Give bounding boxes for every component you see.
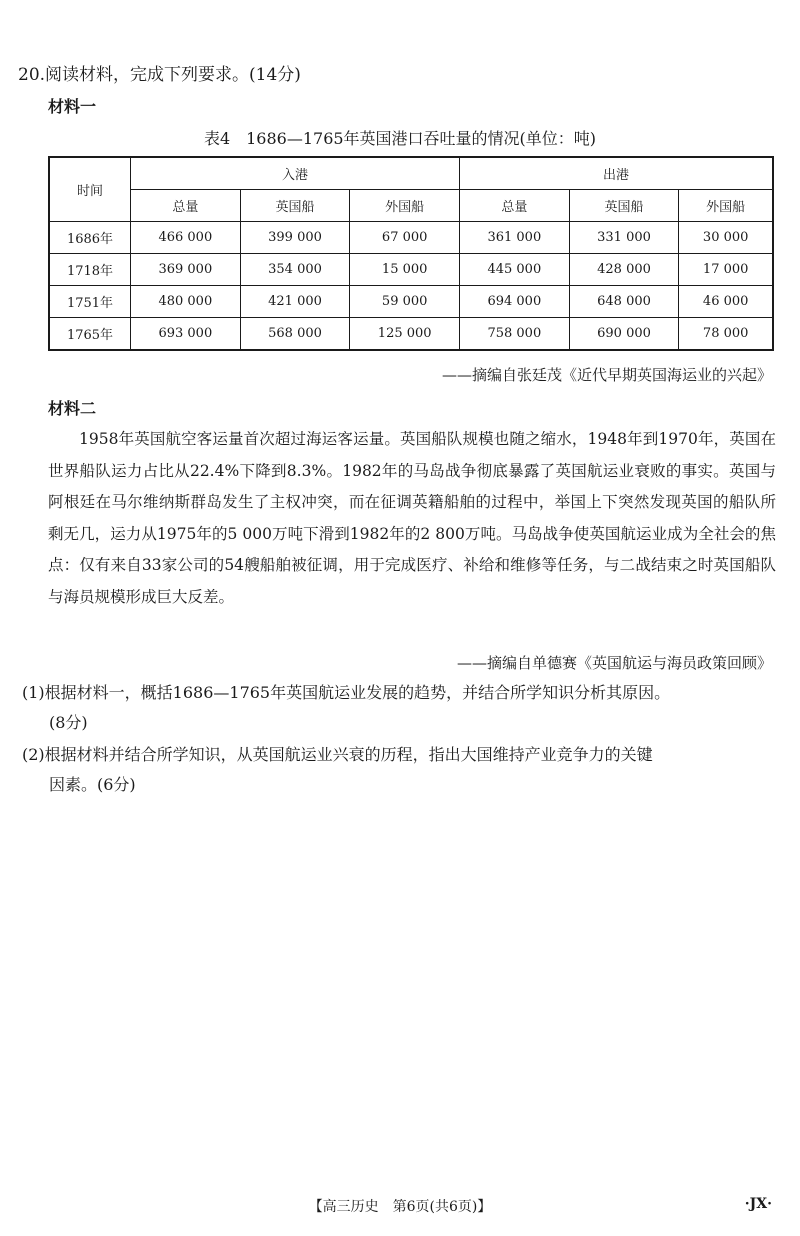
table-cell: 1751年	[49, 286, 131, 318]
table-cell: 78 000	[679, 318, 773, 351]
table-cell: 399 000	[240, 222, 350, 254]
material2-label: 材料二	[48, 399, 97, 418]
table-cell: 361 000	[460, 222, 570, 254]
sub-question-1-line2: (8分)	[49, 713, 88, 732]
table-cell: 648 000	[569, 286, 679, 318]
table-cell: 30 000	[679, 222, 773, 254]
table-row	[49, 318, 773, 351]
table-cell: 694 000	[460, 286, 570, 318]
material2-source: ——摘编自单德赛《英国航运与海员政策回顾》	[456, 654, 772, 672]
sub-question-1	[22, 678, 778, 738]
sub-question-1-line1: (1)根据材料一，概括1686—1765年英国航运业发展的趋势，并结合所学知识分析其原因。	[22, 683, 671, 702]
question-title: 20.阅读材料，完成下列要求。(14分)	[18, 65, 301, 85]
subheader-cell: 总量	[460, 190, 570, 222]
table-row	[49, 286, 773, 318]
table-cell: 758 000	[460, 318, 570, 351]
table-cell: 1686年	[49, 222, 131, 254]
table-cell: 15 000	[350, 254, 460, 286]
table-cell: 331 000	[569, 222, 679, 254]
port-throughput-table	[48, 156, 774, 351]
footer-tag: ·JX·	[744, 1196, 772, 1212]
table-cell: 369 000	[131, 254, 241, 286]
table-cell: 690 000	[569, 318, 679, 351]
subheader-cell: 外国船	[679, 190, 773, 222]
material1-source: ——摘编自张廷茂《近代早期英国海运业的兴起》	[441, 366, 772, 384]
table-cell: 421 000	[240, 286, 350, 318]
table-cell: 354 000	[240, 254, 350, 286]
table-row	[49, 254, 773, 286]
table-cell: 17 000	[679, 254, 773, 286]
header-time: 时间	[49, 157, 131, 222]
material2-paragraph: 1958年英国航空客运量首次超过海运客运量。英国船队规模也随之缩水，1948年到1970年，英国在世界船队运力占比从22.4%下降到8.3%。1982年的马岛战争彻底暴露了英国航运业衰败的事实。英国与阿根廷在马尔维纳斯群岛发生了主权冲突，而在征调英籍船舶的过程中，举国上下突然发现英国的船队所剩无几，运力从1975年的5 000万吨下滑到1982年的2 800万吨。马岛战争使英国航运业成为全社会的焦点：仅有来自33家公司的54艘船舶被征调，用于完成医疗、补给和维修等任务，与二战结束之时英国船队与海员规模形成巨大反差。	[48, 430, 776, 606]
table-cell: 428 000	[569, 254, 679, 286]
table-cell: 480 000	[131, 286, 241, 318]
subheader-cell: 外国船	[350, 190, 460, 222]
sub-question-2-line2: 因素。(6分)	[49, 775, 136, 794]
table-cell: 568 000	[240, 318, 350, 351]
sub-question-2	[22, 740, 778, 800]
table-cell: 125 000	[350, 318, 460, 351]
table-cell: 67 000	[350, 222, 460, 254]
table-cell: 59 000	[350, 286, 460, 318]
table-cell: 46 000	[679, 286, 773, 318]
subheader-cell: 英国船	[240, 190, 350, 222]
table-cell: 1718年	[49, 254, 131, 286]
header-group-out: 出港	[460, 157, 773, 190]
page-footer: 【高三历史 第6页(共6页)】	[308, 1199, 492, 1215]
table-caption: 表4 1686—1765年英国港口吞吐量的情况(单位：吨)	[203, 129, 597, 148]
table-cell: 466 000	[131, 222, 241, 254]
subheader-cell: 英国船	[569, 190, 679, 222]
material1-label: 材料一	[48, 97, 97, 116]
table-cell: 1765年	[49, 318, 131, 351]
table-row	[49, 222, 773, 254]
table-cell: 693 000	[131, 318, 241, 351]
sub-question-2-line1: (2)根据材料并结合所学知识，从英国航运业兴衰的历程，指出大国维持产业竞争力的关键	[22, 745, 653, 764]
table-cell: 445 000	[460, 254, 570, 286]
header-group-in: 入港	[131, 157, 460, 190]
subheader-cell: 总量	[131, 190, 241, 222]
